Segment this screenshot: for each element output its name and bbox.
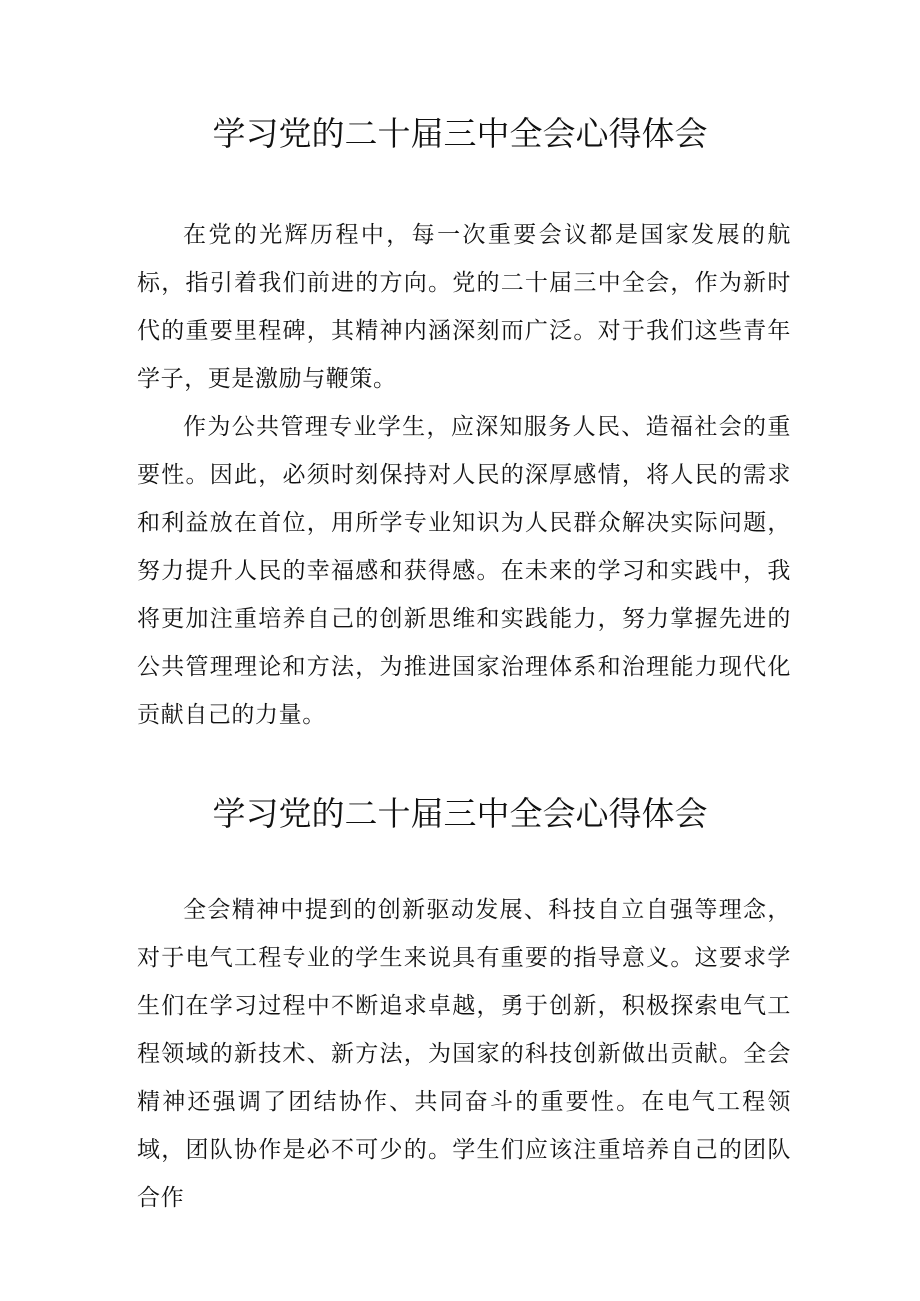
page-title: 学习党的二十届三中全会心得体会 bbox=[212, 114, 708, 153]
essay-section-2 bbox=[137, 886, 791, 1222]
body-paragraph: 全会精神中提到的创新驱动发展、科技自立自强等理念，对于电气工程专业的学生来说具有重要的指导意义。这要求学生们在学习过程中不断追求卓越，勇于创新，积极探索电气工程领域的新技术、新方法，为国家的科技创新做出贡献。全会精神还强调了团结协作、共同奋斗的重要性。在电气工程领域，团队协作是必不可少的。学生们应该注重培养自己的团队合作 bbox=[137, 897, 791, 1211]
essay-section-1 bbox=[137, 211, 791, 739]
section-title: 学习党的二十届三中全会心得体会 bbox=[212, 794, 708, 833]
body-paragraph: 作为公共管理专业学生，应深知服务人民、造福社会的重要性。因此，必须时刻保持对人民的深厚感情，将人民的需求和利益放在首位，用所学专业知识为人民群众解决实际问题，努力提升人民的幸福感和获得感。在未来的学习和实践中，我将更加注重培养自己的创新思维和实践能力，努力掌握先进的公共管理理论和方法，为推进国家治理体系和治理能力现代化贡献自己的力量。 bbox=[137, 414, 791, 728]
body-paragraph: 在党的光辉历程中，每一次重要会议都是国家发展的航标，指引着我们前进的方向。党的二十届三中全会，作为新时代的重要里程碑，其精神内涵深刻而广泛。对于我们这些青年学子，更是激励与鞭策。 bbox=[137, 222, 791, 392]
